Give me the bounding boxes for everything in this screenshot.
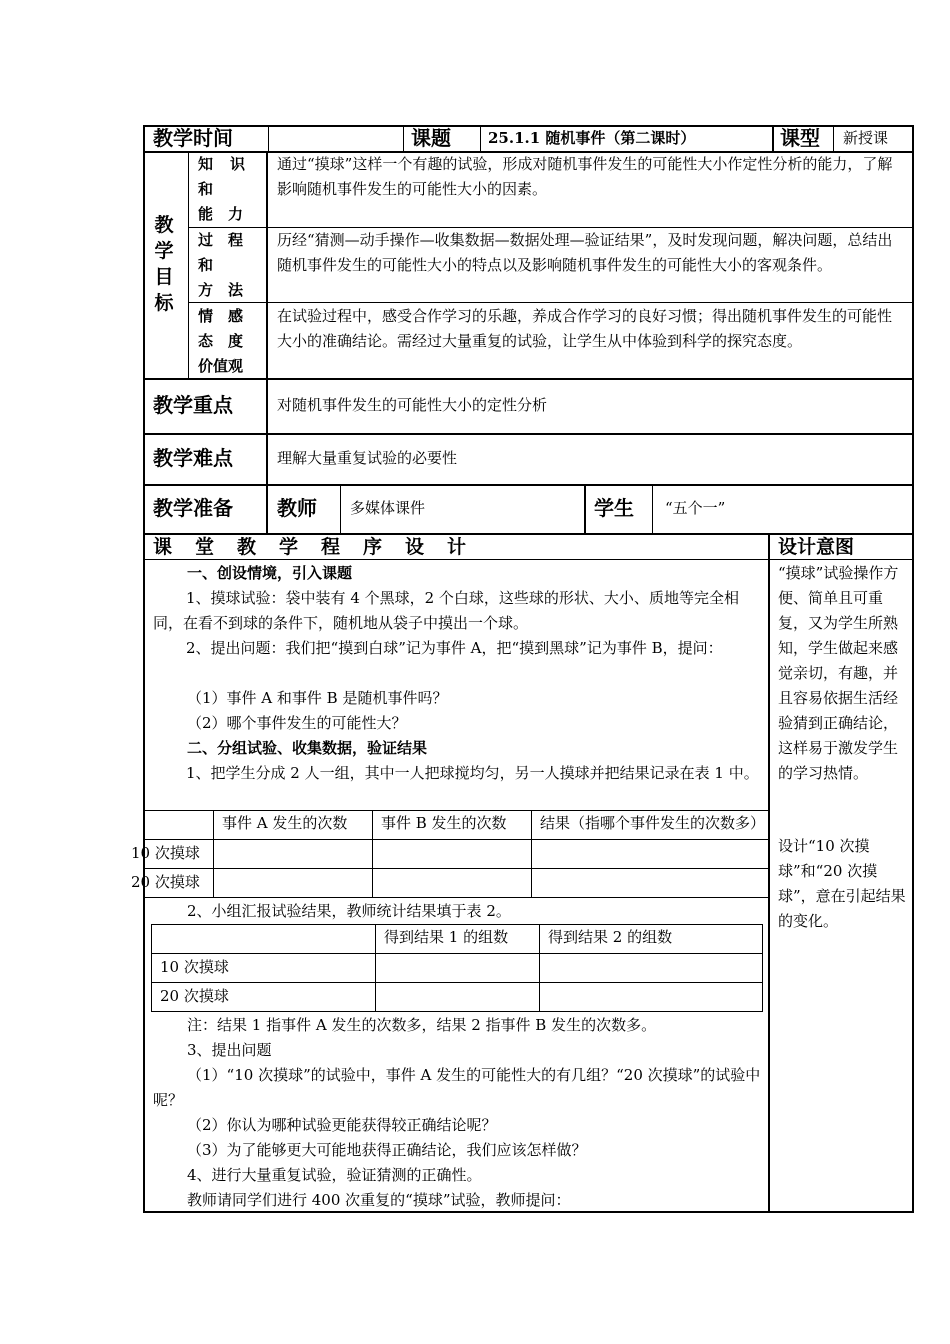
paragraph-1: 1、摸球试验：袋中装有 4 个黑球，2 个白球，这些球的形状、大小、质地等完全相同，在看不到球的条件下，随机地从袋子中摸出一个球。 <box>153 589 739 632</box>
paragraph-3: 1、把学生分成 2 人一组，其中一人把球搅均匀，另一人摸球并把结果记录在表 1 中。 <box>186 764 759 782</box>
table-note: 注：结果 1 指事件 A 发生的次数多，结果 2 指事件 B 发生的次数多。 <box>187 1016 657 1034</box>
teacher-value: 多媒体课件 <box>350 499 426 517</box>
grid-line <box>268 126 269 152</box>
table2-row-10: 10 次摸球 <box>160 958 229 976</box>
grid-line <box>151 953 763 954</box>
grid-line <box>143 433 914 435</box>
objective-emotion-text: 在试验过程中，感受合作学习的乐趣，养成合作学习的良好习惯；得出随机事件发生的可能性大小的准确结论。需经过大量重复的试验，让学生从中体验到科学的探究态度。 <box>277 307 893 350</box>
grid-line <box>762 924 763 1011</box>
grid-line <box>188 152 189 379</box>
objective-process-label-3: 方 法 <box>198 281 244 299</box>
topic-label: 课题 <box>411 126 451 150</box>
paragraph-6: 4、进行大量重复试验，验证猜测的正确性。 <box>187 1166 482 1184</box>
lesson-type-label: 课型 <box>780 126 820 150</box>
grid-line <box>151 924 152 1011</box>
key-point-value: 对随机事件发生的可能性大小的定性分析 <box>277 396 548 414</box>
design-intent-title: 设计意图 <box>778 536 855 558</box>
preparation-label: 教学准备 <box>153 496 233 520</box>
grid-line <box>213 810 214 897</box>
table2-header-result1: 得到结果 1 的组数 <box>384 928 509 946</box>
grid-line <box>266 152 268 533</box>
table1-header-event-a: 事件 A 发生的次数 <box>222 814 348 832</box>
objective-process-text: 历经“猜测—动手操作—收集数据—数据处理—验证结果”，及时发现问题，解决问题，总结出随机事件发生的可能性大小的特点以及影响随机事件发生的可能性大小的客观条件。 <box>277 231 893 274</box>
objective-knowledge-label-1: 知 识 <box>198 155 247 173</box>
objective-knowledge-label-2: 和 <box>198 180 214 198</box>
grid-line <box>833 126 834 152</box>
paragraph-5: 3、提出问题 <box>187 1041 272 1059</box>
table2-row-20: 20 次摸球 <box>160 987 229 1005</box>
grid-line <box>144 839 768 840</box>
grid-line <box>143 484 914 486</box>
paragraph-7: 教师请同学们进行 400 次重复的“摸球”试验，教师提问： <box>187 1191 571 1209</box>
grid-line <box>772 126 774 152</box>
grid-line <box>584 485 586 533</box>
grid-line <box>531 810 532 897</box>
grid-line <box>539 924 540 1011</box>
objective-emotion-label-3: 价值观 <box>198 357 244 375</box>
lesson-type-value: 新授课 <box>843 129 889 147</box>
objective-emotion-label-1: 情 感 <box>198 307 244 325</box>
paragraph-4: 2、小组汇报试验结果，教师统计结果填于表 2。 <box>187 902 511 920</box>
objective-knowledge-label-3: 能 力 <box>198 205 244 223</box>
objective-process-label-1: 过 程 <box>198 231 244 249</box>
grid-line <box>340 485 341 533</box>
objective-emotion-label-2: 态 度 <box>198 332 244 350</box>
table1-row-20: 20 次摸球 <box>131 873 200 891</box>
grid-line <box>151 982 763 983</box>
grid-line <box>403 126 404 152</box>
question-4: （2）你认为哪种试验更能获得较正确结论呢？ <box>187 1116 497 1134</box>
design-intent-1: “摸球”试验操作方便、简单且可重复，又为学生所熟知，学生做起来感觉亲切，有趣，并且容易依据生活经验猜到正确结论，这样易于激发学生的学习热情。 <box>778 564 899 782</box>
grid-line <box>143 378 914 380</box>
objective-knowledge-text: 通过“摸球”这样一个有趣的试验，形成对随机事件发生的可能性大小作定性分析的能力，了解影响随机事件发生的可能性大小的因素。 <box>277 155 893 198</box>
design-intent-2: 设计“10 次摸球”和“20 次摸球”，意在引起结果的变化。 <box>778 837 906 930</box>
objectives-label: 教学目标 <box>154 214 174 314</box>
objective-process-label-2: 和 <box>198 256 214 274</box>
grid-line <box>188 302 913 303</box>
teacher-label: 教师 <box>277 496 317 520</box>
teaching-time-label: 教学时间 <box>153 126 233 150</box>
paragraph-2: 2、提出问题：我们把“摸到白球”记为事件 A，把“摸到黑球”记为事件 B，提问： <box>186 639 723 657</box>
table-border-left <box>143 125 145 1213</box>
student-label: 学生 <box>594 496 634 520</box>
table-border-right <box>912 125 914 1213</box>
difficulty-label: 教学难点 <box>153 446 233 470</box>
question-3: （1）“10 次摸球”的试验中，事件 A 发生的可能性大的有几组？“20 次摸球”的试验中呢？ <box>153 1066 761 1109</box>
question-2: （2）哪个事件发生的可能性大？ <box>187 714 407 732</box>
question-1: （1）事件 A 和事件 B 是随机事件吗？ <box>187 689 448 707</box>
grid-line <box>144 897 768 898</box>
section2-title: 二、分组试验、收集数据，验证结果 <box>187 739 428 757</box>
grid-line <box>652 485 653 533</box>
question-5: （3）为了能够更大可能地获得正确结论，我们应该怎样做？ <box>187 1141 587 1159</box>
grid-line <box>372 810 373 897</box>
grid-line <box>151 1011 763 1012</box>
student-value: “五个一” <box>665 499 726 517</box>
topic-value: 25.1.1 随机事件（第二课时） <box>488 129 696 147</box>
table1-header-event-b: 事件 B 发生的次数 <box>381 814 507 832</box>
grid-line <box>144 868 768 869</box>
section1-title: 一、创设情境，引入课题 <box>187 564 353 582</box>
table1-header-result: 结果（指哪个事件发生的次数多） <box>540 814 766 832</box>
difficulty-value: 理解大量重复试验的必要性 <box>277 449 458 467</box>
grid-line <box>375 924 376 1011</box>
procedure-title: 课 堂 教 学 程 序 设 计 <box>153 536 469 558</box>
key-point-label: 教学重点 <box>153 393 233 417</box>
grid-line <box>480 126 481 152</box>
table1-row-10: 10 次摸球 <box>131 844 200 862</box>
table2-header-result2: 得到结果 2 的组数 <box>548 928 673 946</box>
grid-line <box>768 534 770 1212</box>
